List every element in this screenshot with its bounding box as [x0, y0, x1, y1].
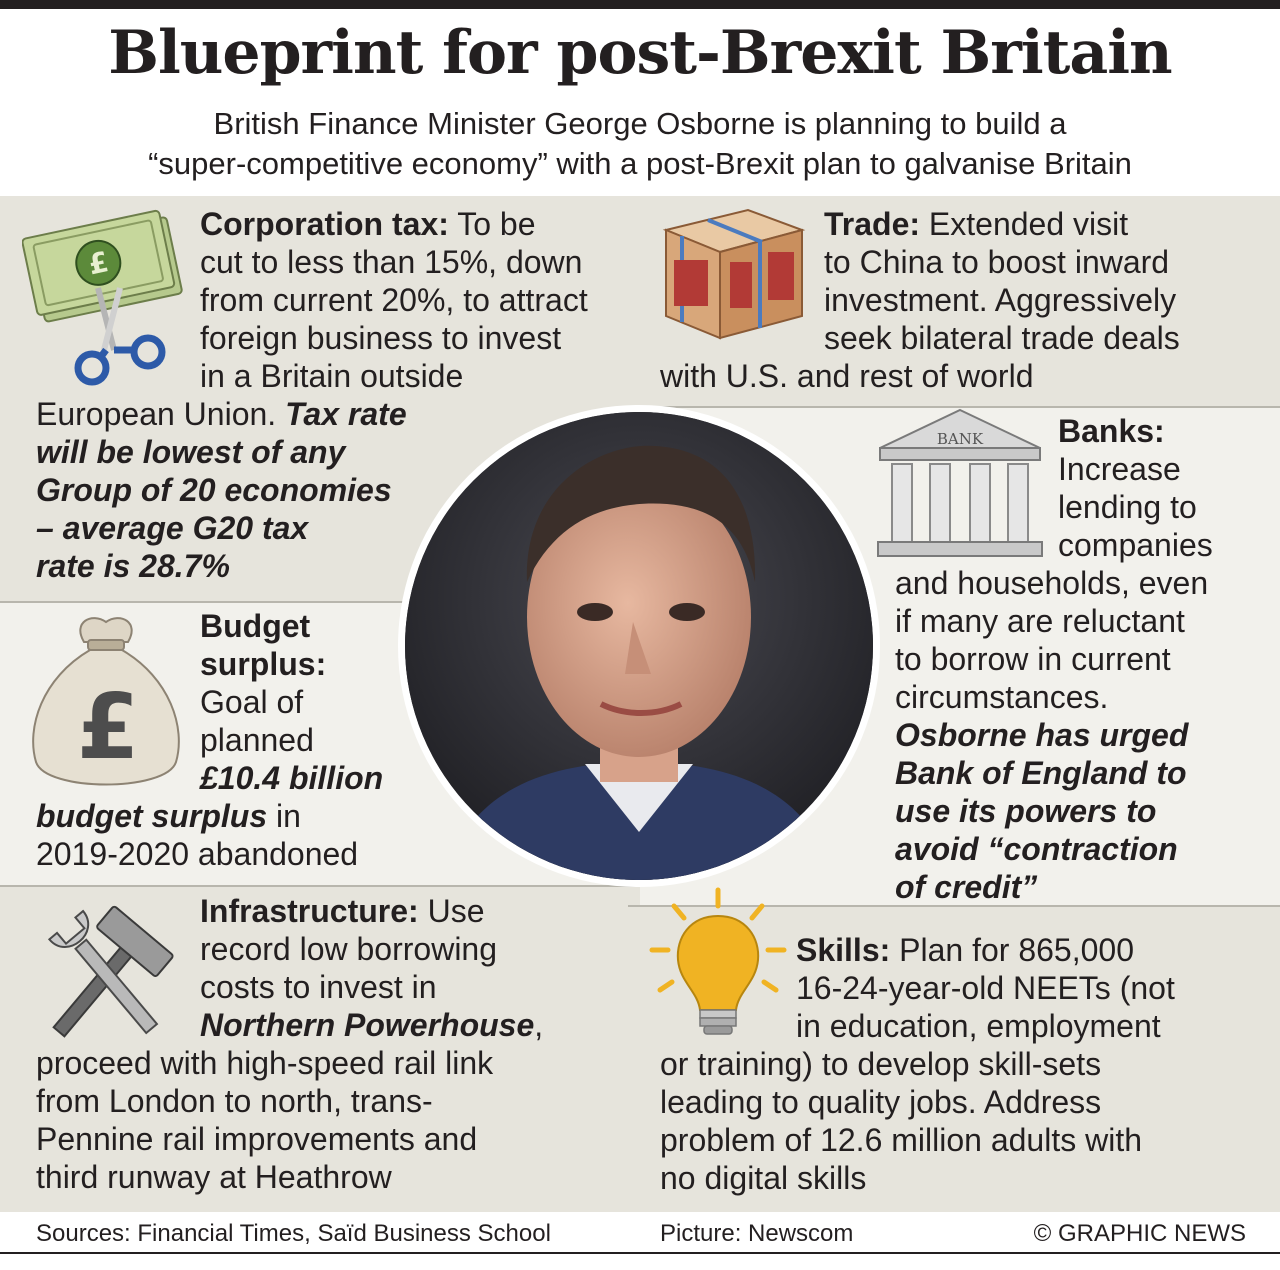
infrastructure-line-6: from London to north, trans- [36, 1083, 433, 1119]
banks-line-8: Osborne has urged [895, 717, 1189, 753]
banknotes-scissors-icon [22, 200, 194, 390]
budget-line-3: £10.4 billion [200, 760, 384, 796]
infrastructure-line-7: Pennine rail improvements and [36, 1121, 478, 1157]
budget-heading-2: surplus: [200, 646, 327, 682]
trade-line-5: with U.S. and rest of world [660, 358, 1034, 394]
skills-line-3: in education, employment [796, 1008, 1161, 1044]
corporation-line-4: foreign business to invest [200, 320, 562, 356]
trade-line-3: investment. Aggressively [824, 282, 1177, 318]
budget-line-4b: in [276, 798, 301, 834]
bottom-rule [0, 1252, 1280, 1254]
corporation-line-2: cut to less than 15%, down [200, 244, 583, 280]
corporation-line-6b: Tax rate [285, 396, 407, 432]
corporation-line-3: from current 20%, to attract [200, 282, 588, 318]
trade-line-2: to China to boost inward [824, 244, 1170, 280]
corporation-line-5: in a Britain outside [200, 358, 464, 394]
subtitle-line-2: “super-competitive economy” with a post-Brexit plan to galvanise Britain [148, 146, 1132, 181]
subtitle-line-1: British Finance Minister George Osborne is planning to build a [213, 106, 1067, 141]
skills-line-2: 16-24-year-old NEETs (not [796, 970, 1175, 1006]
infrastructure-line-1: Use [427, 893, 485, 929]
page-subtitle [60, 104, 1220, 184]
budget-line-5: 2019-2020 abandoned [36, 836, 359, 872]
skills-line-1: Plan for 865,000 [899, 932, 1134, 968]
banks-line-5: if many are reluctant [895, 603, 1185, 639]
banks-line-4: and households, even [895, 565, 1209, 601]
corporation-text-top [200, 205, 588, 395]
infrastructure-line-2: record low borrowing [200, 931, 498, 967]
banks-line-11: avoid “contraction [895, 831, 1178, 867]
skills-heading: Skills: [796, 932, 891, 968]
budget-line-4a: budget surplus [36, 798, 268, 834]
footer-picture-credit: Picture: Newscom [660, 1220, 854, 1247]
footer-sources: Sources: Financial Times, Saïd Business School [36, 1220, 551, 1247]
budget-line-2: planned [200, 722, 314, 758]
trade-text [824, 205, 1180, 357]
corporation-line-7: will be lowest of any [36, 434, 346, 470]
svg-text:£: £ [85, 245, 112, 282]
svg-text:£: £ [76, 675, 140, 780]
budget-text-bottom [36, 797, 358, 873]
shipping-box-icon [660, 190, 808, 340]
skills-text-top [796, 931, 1175, 1045]
banks-text-top [1058, 412, 1213, 564]
infrastructure-line-4a: Northern Powerhouse [200, 1007, 535, 1043]
banks-line-3: companies [1058, 527, 1213, 563]
top-rule [0, 0, 1280, 9]
skills-text-bottom [660, 1045, 1142, 1197]
trade-line-4: seek bilateral trade deals [824, 320, 1180, 356]
footer [0, 1212, 1280, 1252]
banks-line-10: use its powers to [895, 793, 1157, 829]
money-bag-icon [22, 608, 190, 798]
page-title: Blueprint for post-Brexit Britain [108, 18, 1172, 88]
banks-heading: Banks: [1058, 413, 1165, 449]
divider-3 [0, 885, 640, 887]
infrastructure-text-top [200, 892, 543, 1044]
corporation-line-10: rate is 28.7% [36, 548, 230, 584]
banks-line-7: circumstances. [895, 679, 1109, 715]
trade-heading: Trade: [824, 206, 921, 242]
corporation-text-bottom [36, 395, 407, 585]
trade-line-1: Extended visit [928, 206, 1129, 242]
hammer-wrench-icon [22, 900, 194, 1050]
infrastructure-line-3: costs to invest in [200, 969, 437, 1005]
corporation-line-9: – average G20 tax [36, 510, 309, 546]
budget-line-1: Goal of [200, 684, 304, 720]
corporation-line-1: To be [457, 206, 536, 242]
infrastructure-text-bottom [36, 1044, 493, 1196]
banks-line-12: of credit” [895, 869, 1038, 905]
lightbulb-icon [646, 886, 790, 1042]
banks-line-1: Increase [1058, 451, 1181, 487]
infrastructure-heading: Infrastructure: [200, 893, 419, 929]
banks-line-9: Bank of England to [895, 755, 1187, 791]
corporation-heading: Corporation tax: [200, 206, 449, 242]
corporation-line-6: European Union. [36, 396, 277, 432]
bank-sign: BANK [936, 430, 984, 448]
bank-building-icon [876, 408, 1044, 560]
corporation-line-8: Group of 20 economies [36, 472, 392, 508]
portrait-photo [405, 412, 873, 880]
infrastructure-line-4b: , [534, 1007, 544, 1043]
budget-heading-1: Budget [200, 608, 311, 644]
banks-line-6: to borrow in current [895, 641, 1171, 677]
skills-line-7: no digital skills [660, 1160, 867, 1196]
skills-line-5: leading to quality jobs. Address [660, 1084, 1102, 1120]
banks-line-2: lending to [1058, 489, 1197, 525]
footer-copyright: © GRAPHIC NEWS [1033, 1220, 1246, 1247]
skills-line-4: or training) to develop skill-sets [660, 1046, 1102, 1082]
banks-text-bottom [895, 564, 1208, 906]
budget-text-top [200, 607, 383, 797]
infrastructure-line-8: third runway at Heathrow [36, 1159, 392, 1195]
infrastructure-line-5: proceed with high-speed rail link [36, 1045, 494, 1081]
skills-line-6: problem of 12.6 million adults with [660, 1122, 1143, 1158]
